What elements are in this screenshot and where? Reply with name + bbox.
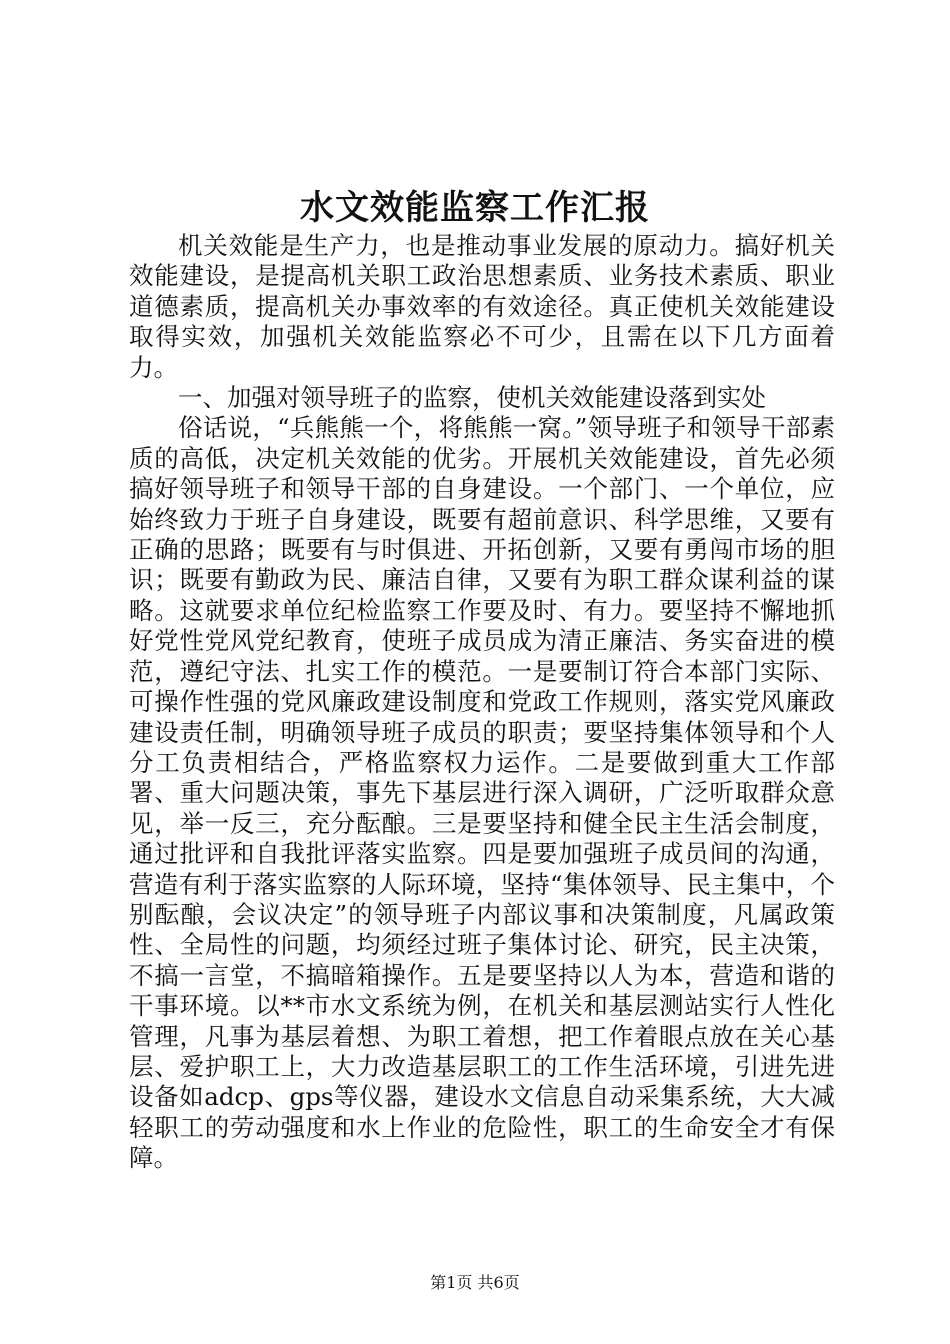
page-number-footer: 第1页 共6页: [430, 1273, 520, 1292]
document-body: [129, 231, 835, 1174]
body-paragraph: 俗话说，“兵熊熊一个，将熊熊一窝。”领导班子和领导干部素质的高低，决定机关效能的优劣。开展机关效能建设，首先必须搞好领导班子和领导干部的自身建设。一个部门、一个单位，应始终致力于班子自身建设，既要有超前意识、科学思维，又要有正确的思路；既要有与时俱进、开拓创新，又要有勇闯市场的胆识；既要有勤政为民、廉洁自律，又要有为职工群众谋利益的谋略。这就要求单位纪检监察工作要及时、有力。要坚持不懈地抓好党性党风党纪教育，使班子成员成为清正廉洁、务实奋进的模范，遵纪守法、扎实工作的模范。一是要制订符合本部门实际、可操作性强的党风廉政建设制度和党政工作规则，落实党风廉政建设责任制，明确领导班子成员的职责；要坚持集体领导和个人分工负责相结合，严格监察权力运作。二是要做到重大工作部署、重大问题决策，事先下基层进行深入调研，广泛听取群众意见，举一反三，充分酝酿。三是要坚持和健全民主生活会制度，通过批评和自我批评落实监察。四是要加强班子成员间的沟通，营造有利于落实监察的人际环境，坚持“集体领导、民主集中，个别酝酿，会议决定”的领导班子内部议事和决策制度，凡属政策性、全局性的问题，均须经过班子集体讨论、研究，民主决策，不搞一言堂，不搞暗箱操作。五是要坚持以人为本，营造和谐的干事环境。以**市水文系统为例，在机关和基层测站实行人性化管理，凡事为基层着想、为职工着想，把工作着眼点放在关心基层、爱护职工上，大力改造基层职工的工作生活环境，引进先进设备如adcp、gps等仪器，建设水文信息自动采集系统，大大减轻职工的劳动强度和水上作业的危险性，职工的生命安全才有保障。: [129, 413, 835, 1173]
document-title: 水文效能监察工作汇报: [300, 188, 650, 228]
intro-paragraph: 机关效能是生产力，也是推动事业发展的原动力。搞好机关效能建设，是提高机关职工政治思想素质、业务技术素质、职业道德素质，提高机关办事效率的有效途径。真正使机关效能建设取得实效，加强机关效能监察必不可少，且需在以下几方面着力。: [129, 231, 835, 382]
section-heading: 一、加强对领导班子的监察，使机关效能建设落到实处: [178, 383, 766, 413]
